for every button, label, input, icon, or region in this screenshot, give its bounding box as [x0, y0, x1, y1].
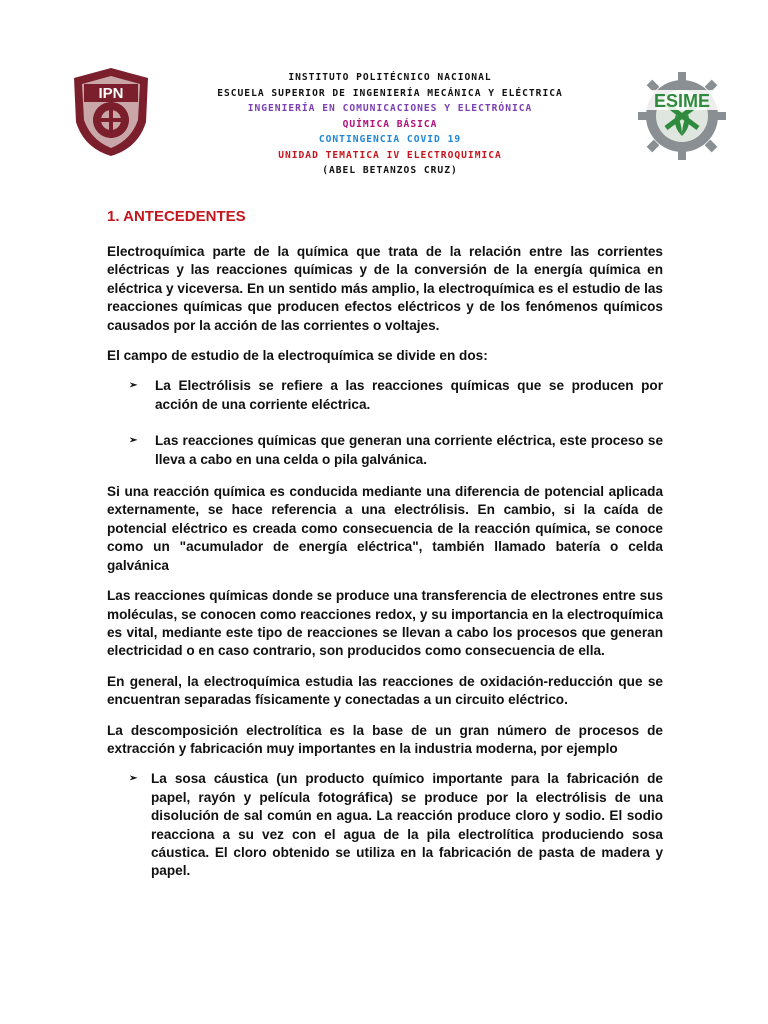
arrow-bullet-icon: ➢ — [129, 380, 138, 392]
document-body — [107, 243, 663, 893]
list-item-electrolysis — [107, 377, 663, 414]
header-school: ESCUELA SUPERIOR DE INGENIERÍA MECÁNICA Y ELÉCTRICA — [217, 87, 563, 99]
ipn-logo-text: IPN — [98, 85, 124, 102]
list-item-text: La Electrólisis se refiere a las reacciones químicas que se producen por acción de una corriente eléctrica. — [155, 378, 663, 412]
list-item-galvanic — [107, 432, 663, 469]
list-item-text: Las reacciones químicas que generan una corriente eléctrica, este proceso se lleva a cabo en una celda o pila galvánica. — [155, 433, 663, 467]
paragraph-oxidation-reduction: En general, la electroquímica estudia las reacciones de oxidación-reducción que se encuentran separadas físicamente y conectadas a un circuito eléctrico. — [107, 673, 663, 708]
paragraph-electrolysis-vs-battery: Si una reacción química es conducida mediante una diferencia de potencial aplicada externamente, se hace referencia a una electrólisis. En cambio, si la caída de potencial eléctrico es creada como consecuencia de la reacción química, se conoce como un "acumulador de energía eléctrica", también llamado batería o celda galvánica — [107, 484, 663, 573]
section-title: 1. ANTECEDENTES — [107, 208, 246, 225]
paragraph-redox: Las reacciones químicas donde se produce una transferencia de electrones entre sus moléculas, se conocen como reacciones redox, y su importancia en la electroquímica es vital, mediante este tipo de reacciones se llevan a cabo los procesos que generan electricidad o en caso contrario, son producidos como consecuencia de ella. — [107, 588, 663, 659]
document-header — [160, 70, 620, 179]
esime-logo — [636, 66, 728, 162]
paragraph-field-intro: El campo de estudio de la electroquímica se divide en dos: — [107, 348, 488, 364]
header-institution: INSTITUTO POLITÉCNICO NACIONAL — [288, 72, 492, 83]
paragraph-definition: Electroquímica parte de la química que trata de la relación entre las corrientes eléctricas y las reacciones químicas y de la conversión de la energía química en eléctrica y viceversa. En un sentido más amplio, la electroquímica es el estudio de las reacciones químicas que producen efectos eléctricos y de los fenómenos químicos causados por la acción de las corrientes o voltajes. — [107, 244, 663, 333]
paragraph-electrolytic-decomposition: La descomposición electrolítica es la base de un gran número de procesos de extracción y fabricación muy importantes en la industria moderna, por ejemplo — [107, 722, 663, 756]
esime-logo-text: ESIME — [653, 91, 711, 111]
ipn-logo — [68, 64, 154, 160]
arrow-bullet-icon: ➢ — [129, 773, 138, 785]
header-program: INGENIERÍA EN COMUNICACIONES Y ELECTRÓNICA — [247, 103, 533, 114]
header-author: (ABEL BETANZOS CRUZ) — [322, 165, 458, 176]
header-unit: UNIDAD TEMATICA IV ELECTROQUIMICA — [278, 149, 502, 161]
header-contingency: CONTINGENCIA COVID 19 — [318, 134, 462, 145]
list-item-text: La sosa cáustica (un producto químico importante para la fabricación de papel, rayón y película fotográfica) se produce por la electrólisis de una disolución de sal común en agua. La reacción produce cloro y sodio. El sodio reacciona a su vez con el agua de la pila electrolítica produciendo sosa cáustica. El cloro obtenido se utiliza en la fabricación de pasta de madera y papel. — [151, 771, 663, 879]
arrow-bullet-icon: ➢ — [129, 435, 138, 447]
list-item-caustic-soda — [107, 770, 663, 880]
header-course: QUÍMICA BÁSICA — [342, 118, 438, 130]
